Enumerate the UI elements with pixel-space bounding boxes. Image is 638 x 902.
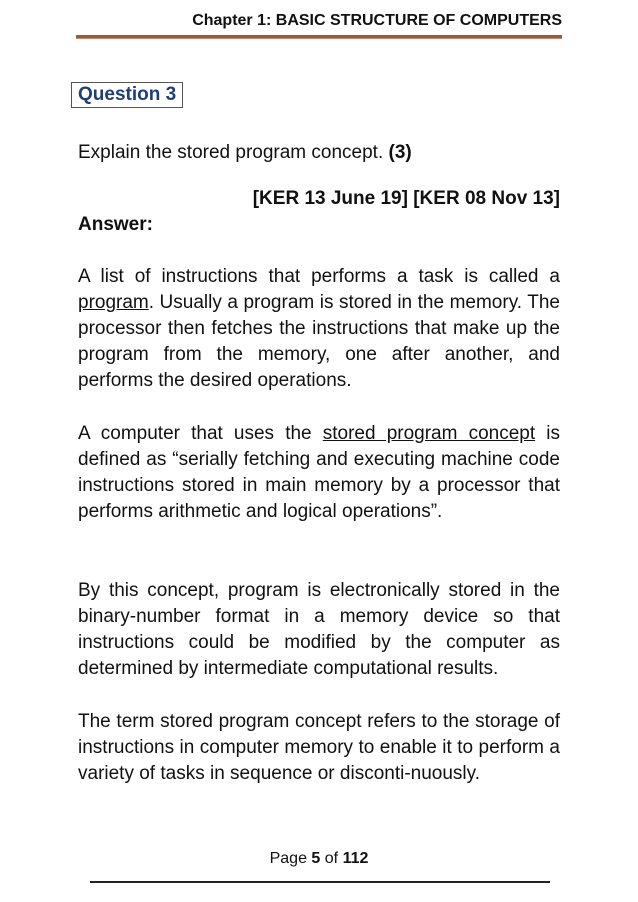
page-footer (0, 848, 638, 870)
question-marks: (3) (388, 142, 412, 163)
answer-paragraph-2 (78, 421, 560, 525)
answer-paragraph-3: By this concept, program is electronically stored in the binary-number format in a memory device so that instructions could be modified by the computer as determined by intermediate computational results. (78, 580, 560, 679)
page-word: Page (269, 850, 307, 867)
p2-text-start: A computer that uses the (78, 423, 323, 444)
p1-text-rest: . Usually a program is stored in the memory. The processor then fetches the instructions that make up the program from the memory, one after another, and performs the desired operations. (78, 292, 560, 391)
term-stored-program-concept: stored program concept (322, 423, 536, 444)
footer-divider (90, 881, 550, 883)
chapter-header: Chapter 1: BASIC STRUCTURE OF COMPUTERS (192, 12, 562, 29)
total-pages: 112 (342, 850, 369, 867)
answer-paragraph-1 (78, 264, 560, 394)
p2-text-rest: is defined as “serially fetching and executing machine code instructions stored in main memory by a processor that performs arithmetic and logical operations”. (78, 423, 560, 522)
question-text: Explain the stored program concept. (78, 142, 384, 163)
answer-label: Answer: (78, 214, 153, 235)
exam-references: [KER 13 June 19] [KER 08 Nov 13] (252, 188, 560, 209)
term-program: program (78, 292, 149, 313)
question-prompt (78, 140, 560, 166)
question-label-box: Question 3 (71, 82, 183, 108)
of-word: of (324, 850, 339, 867)
header-divider (76, 35, 562, 39)
p1-text-start: A list of instructions that performs a task is called a (78, 266, 560, 287)
current-page-number: 5 (311, 850, 321, 867)
answer-paragraph-4: The term stored program concept refers to the storage of instructions in computer memory to enable it to perform a variety of tasks in sequence or disconti-nuously. (78, 711, 560, 784)
